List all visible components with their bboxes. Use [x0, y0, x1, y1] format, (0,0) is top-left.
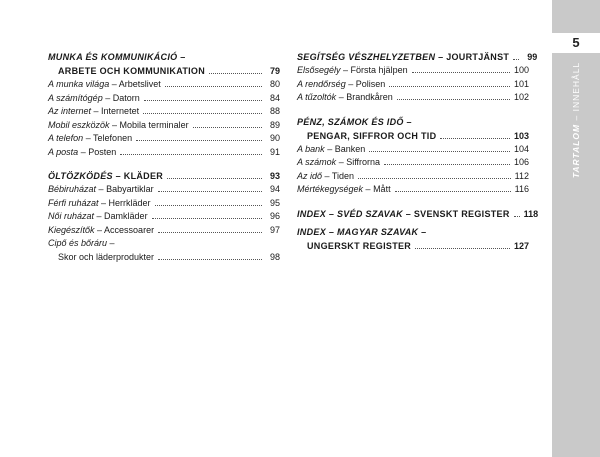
section-heading-sv[interactable]: ARBETE OCH KOMMUNIKATION 79 — [58, 66, 280, 76]
side-tab — [552, 0, 600, 457]
section-heading[interactable]: SEGÍTSÉG VÉSZHELYZETBEN – JOURTJÄNST 99 — [297, 52, 538, 62]
index-heading[interactable]: INDEX – SVÉD SZAVAK – SVENSKT REGISTER 118 — [297, 208, 539, 219]
toc-entry[interactable]: A munka világa – Arbetslivet 80 — [48, 79, 280, 89]
toc-entry-continued[interactable]: Skor och läderprodukter 98 — [58, 251, 280, 262]
toc-entry[interactable]: A számítógép – Datorn 84 — [48, 92, 280, 103]
toc-entry[interactable]: A tűzoltók – Brandkåren 102 — [297, 92, 529, 102]
toc-entry[interactable]: A bank – Banken 104 — [297, 143, 529, 154]
toc-entry[interactable]: Férfi ruházat – Herrkläder 95 — [48, 197, 280, 208]
toc-entry[interactable]: A posta – Posten 91 — [48, 146, 280, 157]
page-number: 5 — [552, 33, 600, 53]
index-heading-sv[interactable]: UNGERSKT REGISTER 127 — [307, 240, 529, 251]
toc-entry[interactable]: Cipő és bőráru – — [48, 238, 115, 248]
toc-left-column — [48, 50, 280, 264]
side-label: TARTALOM – INNEHÅLL — [571, 61, 581, 179]
index-heading[interactable]: INDEX – MAGYAR SZAVAK – — [297, 226, 427, 237]
toc-entry[interactable]: Elsősegély – Första hjälpen 100 — [297, 65, 529, 75]
toc-right-column — [297, 50, 539, 253]
toc-entry[interactable]: Bébiruházat – Babyartiklar 94 — [48, 184, 280, 194]
toc-entry[interactable]: A telefon – Telefonen 90 — [48, 133, 280, 143]
toc-entry[interactable]: Mobil eszközök – Mobila terminaler 89 — [48, 119, 280, 130]
section-heading-sv[interactable]: PENGAR, SIFFROR OCH TID 103 — [307, 130, 529, 141]
toc-entry[interactable]: Az idő – Tiden 112 — [297, 170, 529, 181]
toc-entry[interactable]: A rendőrség – Polisen 101 — [297, 78, 529, 89]
toc-entry[interactable]: A számok – Siffrorna 106 — [297, 157, 529, 167]
toc-entry[interactable]: Kiegészítők – Accessoarer 97 — [48, 224, 280, 235]
toc-entry[interactable]: Női ruházat – Damkläder 96 — [48, 211, 280, 221]
toc-entry[interactable]: Mértékegységek – Mått 116 — [297, 184, 529, 194]
section-heading[interactable]: PÉNZ, SZÁMOK ÉS IDŐ – — [297, 116, 412, 127]
section-heading[interactable]: MUNKA ÉS KOMMUNIKÁCIÓ – — [48, 52, 186, 62]
section-heading[interactable]: ÖLTÖZKÖDÉS – KLÄDER 93 — [48, 171, 280, 181]
toc-entry[interactable]: Az internet – Internetet 88 — [48, 106, 280, 116]
